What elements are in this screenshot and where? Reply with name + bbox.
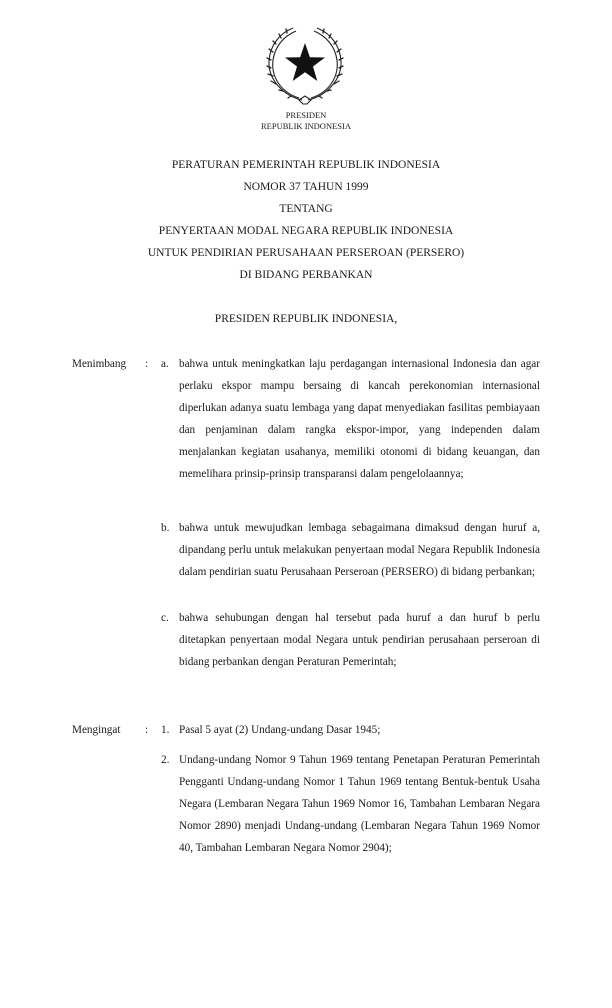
- menimbang-item-a-text: bahwa untuk meningkatkan laju perdagangan internasional Indonesia dan agar perlaku ekspor mampu bersaing di kancah perekonomian internasional diperlukan adanya suatu lembaga yang dapat menyediakan fasilitas pembiayaan dan penjaminan dalam rangka ekspor-impor, yang independen dalam menjalankan kegiatan usahanya, memiliki otonomi di bidang keuangan, dan memelihara prinsip-prinsip transparansi dalam pengelolaannya;: [179, 358, 540, 480]
- letterhead-presiden: PRESIDEN: [285, 110, 327, 120]
- title-line-2: NOMOR 37 TAHUN 1999: [243, 181, 369, 193]
- presidential-emblem-icon: [266, 24, 344, 106]
- mengingat-colon: :: [145, 724, 149, 736]
- mengingat-item-2-text: Undang-undang Nomor 9 Tahun 1969 tentang Penetapan Peraturan Pemerintah Pengganti Undang-undang Nomor 1 Tahun 1969 tentang Bentuk-bentuk Usaha Negara (Lembaran Negara Tahun 1969 Nomor 16, Tambahan Lembaran Negara Nomor 2890) menjadi Undang-undang (Lembaran Negara Tahun 1969 Nomor 40, Tambahan Lembaran Negara Nomor 2904);: [179, 754, 540, 854]
- letterhead-republik-indonesia: REPUBLIK INDONESIA: [261, 121, 351, 131]
- menimbang-label: Menimbang: [72, 358, 127, 370]
- title-line-5: UNTUK PENDIRIAN PERUSAHAAN PERSEROAN (PERSERO): [147, 247, 465, 259]
- menimbang-item-c-text: bahwa sehubungan dengan hal tersebut pada huruf a dan huruf b perlu ditetapkan penyertaan modal Negara untuk pendirian perusahaan perseroan di bidang perbankan dengan Peraturan Pemerintah;: [179, 612, 540, 668]
- mengingat-item-1-marker: 1.: [161, 724, 170, 736]
- title-line-6: DI BIDANG PERBANKAN: [239, 269, 373, 281]
- menimbang-item-a-marker: a.: [161, 358, 169, 370]
- menimbang-item-b-text: bahwa untuk mewujudkan lembaga sebagaimana dimaksud dengan huruf a, dipandang perlu untuk melakukan penyertaan modal Negara Republik Indonesia dalam pendirian suatu Perusahaan Perseroan (PERSERO) di bidang perbankan;: [179, 522, 540, 578]
- mengingat-label: Mengingat: [72, 724, 121, 736]
- preamble: PRESIDEN REPUBLIK INDONESIA,: [214, 313, 398, 325]
- menimbang-colon: :: [145, 358, 149, 370]
- title-line-4: PENYERTAAN MODAL NEGARA REPUBLIK INDONESIA: [158, 225, 454, 237]
- title-line-3: TENTANG: [279, 203, 333, 215]
- mengingat-item-1-text: Pasal 5 ayat (2) Undang-undang Dasar 1945;: [179, 724, 381, 736]
- mengingat-item-2-marker: 2.: [161, 754, 170, 766]
- menimbang-item-c-marker: c.: [161, 612, 169, 624]
- menimbang-item-b-marker: b.: [161, 522, 170, 534]
- title-line-1: PERATURAN PEMERINTAH REPUBLIK INDONESIA: [171, 159, 441, 171]
